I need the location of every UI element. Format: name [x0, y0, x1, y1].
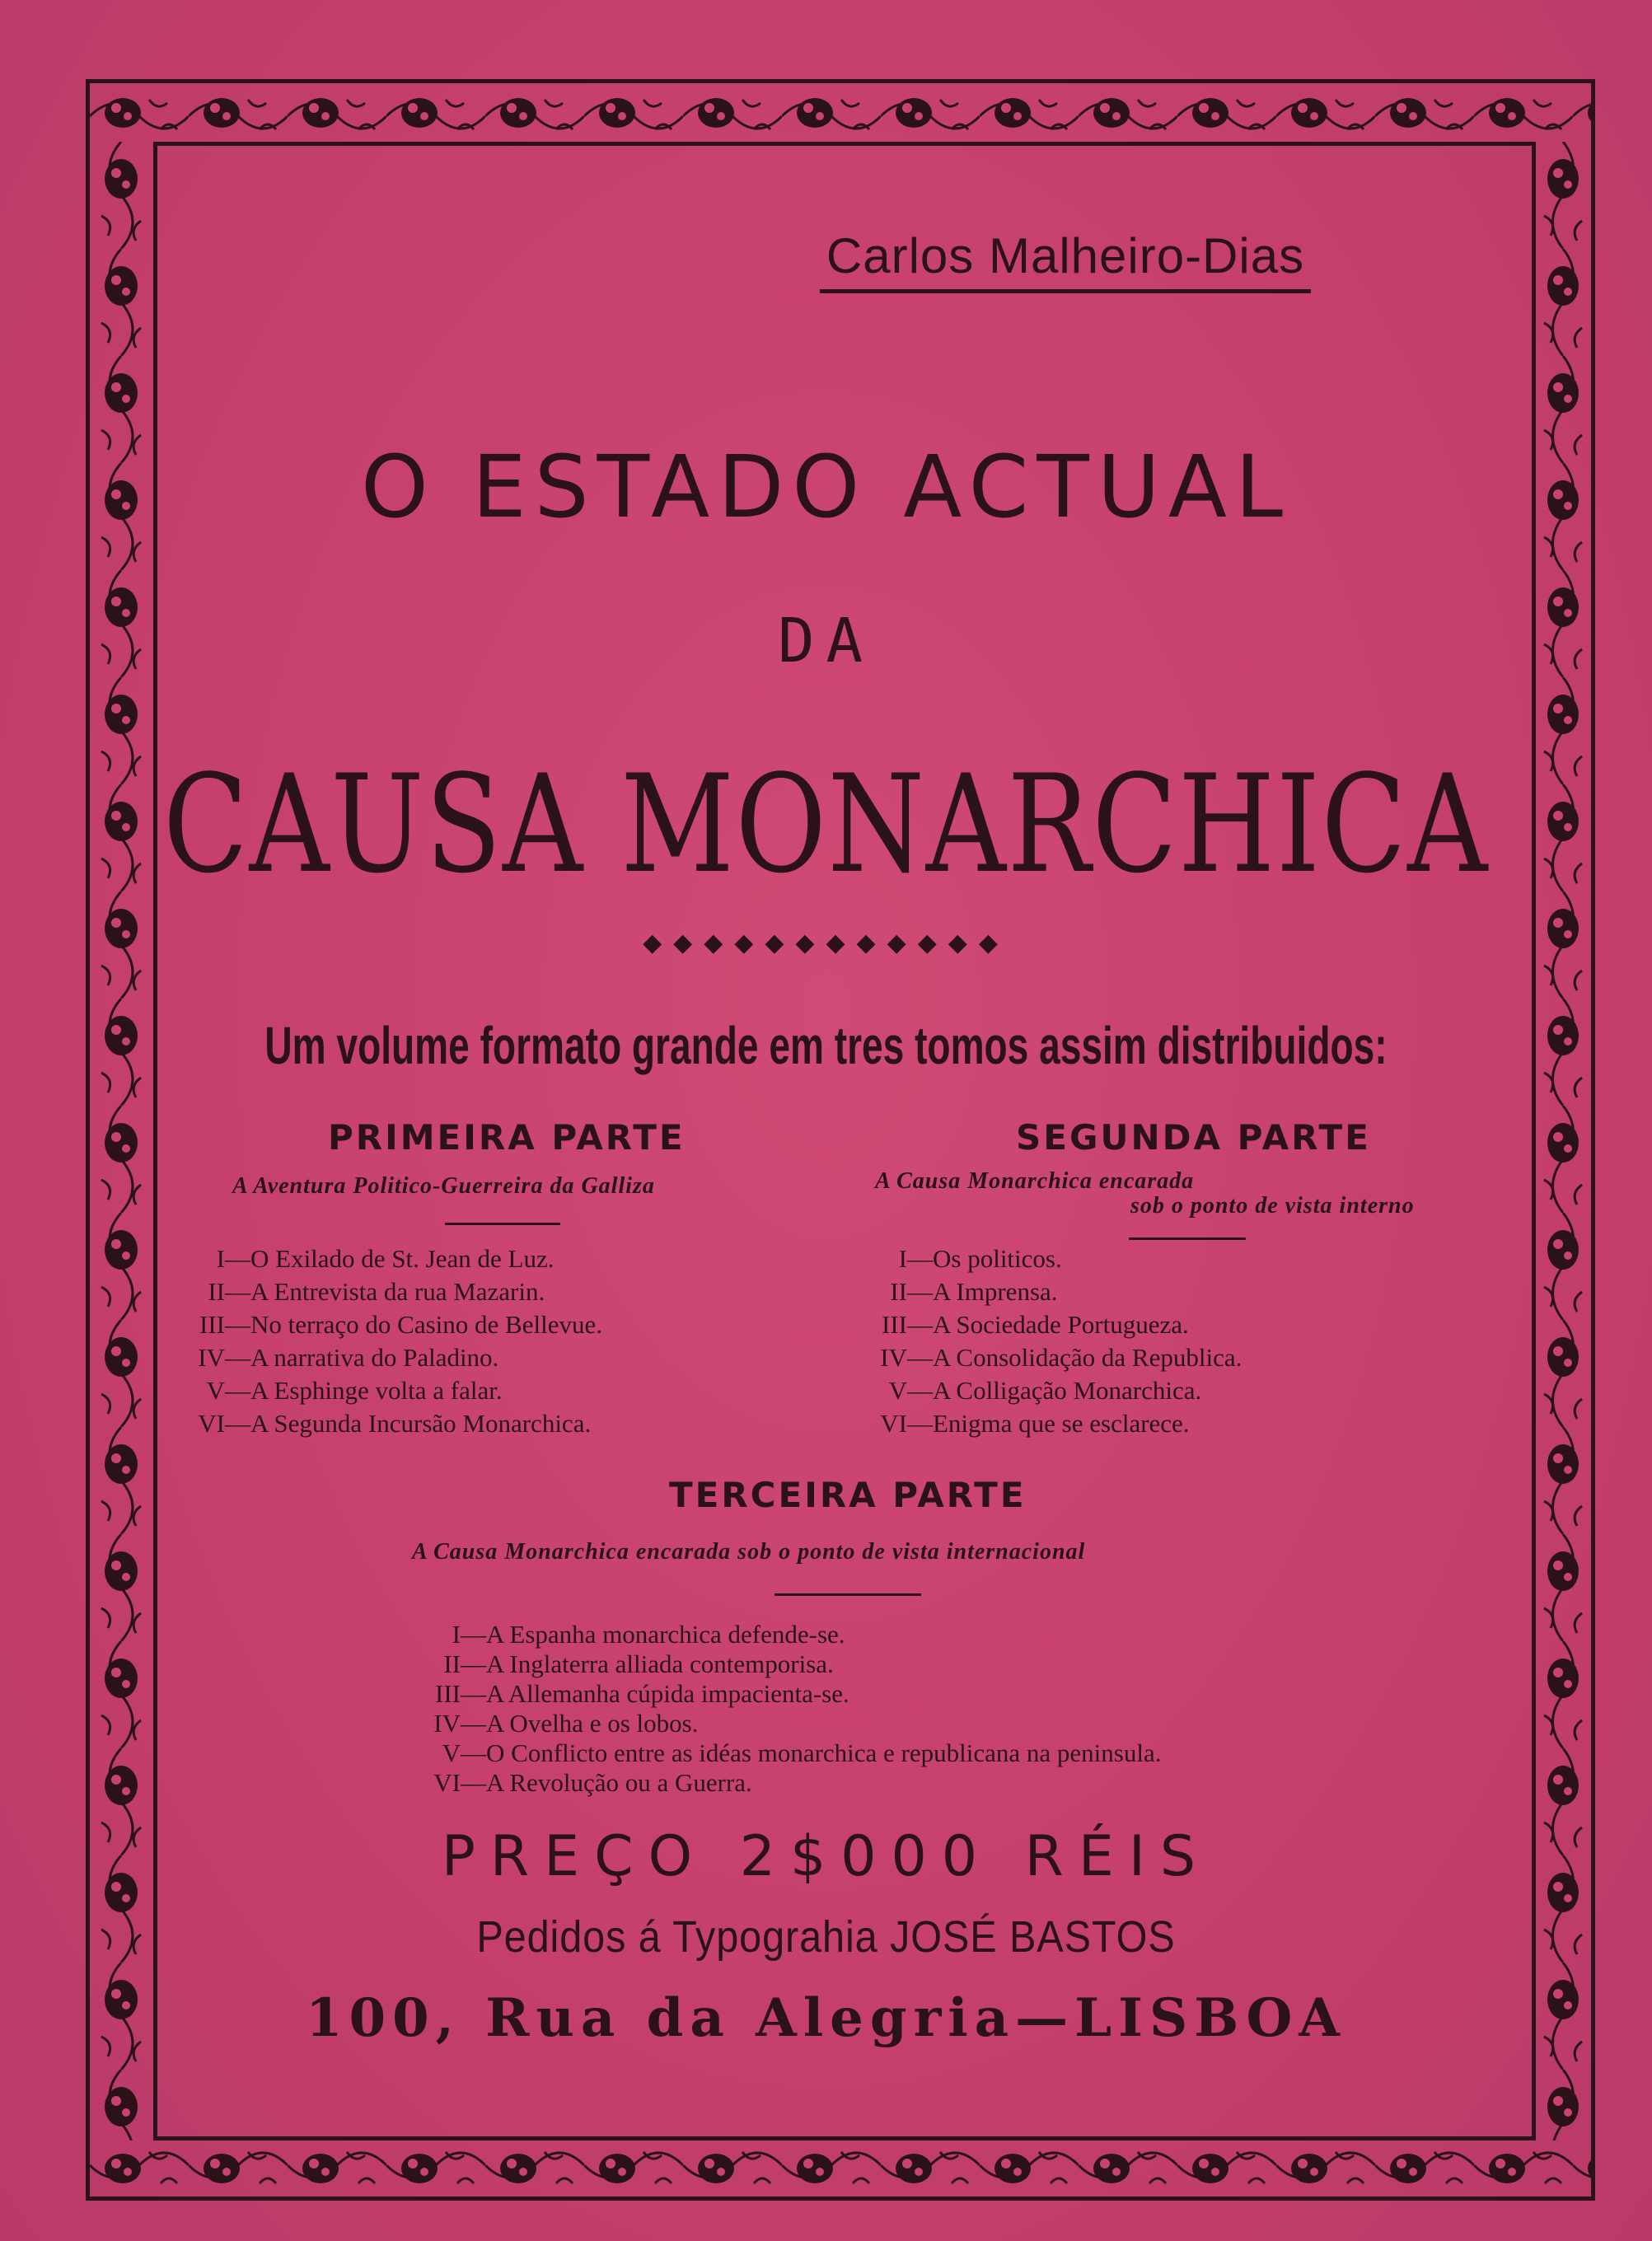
list-item — [863, 1308, 1242, 1341]
list-item — [188, 1242, 602, 1275]
item-text: A Sociedade Portugueza. — [933, 1310, 1189, 1339]
item-number: I— — [898, 1244, 933, 1273]
item-text: A Esphinge volta a falar. — [250, 1376, 503, 1405]
item-text: A Entrevista da rua Mazarin. — [250, 1277, 545, 1306]
item-text: No terraço do Casino de Bellevue. — [250, 1310, 602, 1339]
item-number: IV— — [198, 1343, 250, 1372]
item-number: III— — [435, 1679, 486, 1708]
list-item — [412, 1649, 1161, 1679]
list-item — [188, 1374, 602, 1407]
item-number: V— — [888, 1376, 933, 1405]
diamond-ornament-row: ◆◆◆◆◆◆◆◆◆◆◆◆ — [643, 929, 1009, 957]
list-item — [863, 1242, 1242, 1275]
item-number: II— — [890, 1277, 933, 1306]
author-block — [750, 227, 1381, 293]
list-item — [412, 1620, 1161, 1649]
author-name: Carlos Malheiro-Dias — [820, 227, 1311, 293]
list-item — [863, 1374, 1242, 1407]
list-item — [188, 1407, 602, 1440]
part3-heading: TERCEIRA PARTE — [669, 1475, 1027, 1515]
item-text: O Conflicto entre as idéas monarchica e republicana na peninsula. — [486, 1738, 1162, 1767]
list-item — [188, 1275, 602, 1308]
item-text: Enigma que se esclarece. — [933, 1409, 1190, 1438]
list-item — [412, 1768, 1161, 1798]
list-item — [188, 1341, 602, 1374]
volume-description: Um volume formato grande em tres tomos assim distribuidos: — [264, 1016, 1388, 1075]
part3-subtitle: A Causa Monarchica encarada sob o ponto de vista internacional — [412, 1539, 1086, 1565]
item-text: O Exilado de St. Jean de Luz. — [250, 1244, 555, 1273]
item-number: I— — [452, 1620, 486, 1649]
item-number: VI— — [880, 1409, 933, 1438]
title-line-3: CAUSA MONARCHICA — [163, 746, 1489, 903]
part1-subtitle: A Aventura Politico-Guerreira da Galliza — [232, 1173, 655, 1199]
item-text: A Allemanha cúpida impacienta-se. — [486, 1679, 849, 1708]
item-number: V— — [206, 1376, 250, 1405]
item-number: I— — [216, 1244, 250, 1273]
item-number: III— — [199, 1310, 250, 1339]
item-text: A Segunda Incursão Monarchica. — [250, 1409, 592, 1438]
item-text: A Colligação Monarchica. — [933, 1376, 1202, 1405]
item-number: II— — [443, 1649, 486, 1678]
item-number: III— — [882, 1310, 933, 1339]
list-item — [863, 1341, 1242, 1374]
item-text: A Inglaterra alliada contemporisa. — [486, 1649, 834, 1678]
part2-heading: SEGUNDA PARTE — [1016, 1117, 1371, 1158]
item-text: A Imprensa. — [933, 1277, 1058, 1306]
part1-list — [188, 1242, 602, 1440]
item-number: V— — [442, 1738, 486, 1767]
item-number: IV— — [880, 1343, 933, 1372]
item-text: A Espanha monarchica defende-se. — [486, 1620, 845, 1649]
list-item — [412, 1679, 1161, 1709]
part3-list — [412, 1620, 1161, 1798]
part3-rule — [775, 1593, 921, 1596]
part1-heading: PRIMEIRA PARTE — [328, 1117, 686, 1158]
item-number: VI— — [433, 1768, 486, 1797]
item-text: A Ovelha e os lobos. — [486, 1709, 699, 1738]
item-text: A Revolução ou a Guerra. — [486, 1768, 752, 1797]
orders-line: Pedidos á Typograhia JOSÉ BASTOS — [476, 1912, 1176, 1962]
item-number: II— — [208, 1277, 250, 1306]
part2-list — [863, 1242, 1242, 1440]
item-text: A Consolidação da Republica. — [933, 1343, 1243, 1372]
item-number: VI— — [198, 1409, 250, 1438]
list-item — [412, 1738, 1161, 1768]
price-line: PREÇO 2$000 RÉIS — [441, 1824, 1211, 1889]
title-line-1: O ESTADO ACTUAL — [361, 437, 1291, 537]
part2-rule — [1129, 1237, 1246, 1240]
list-item — [863, 1407, 1242, 1440]
item-text: A narrativa do Paladino. — [250, 1343, 499, 1372]
part2-subtitle-line1: A Causa Monarchica encarada — [875, 1168, 1195, 1194]
item-number: IV— — [433, 1709, 486, 1738]
part1-rule — [445, 1223, 560, 1225]
item-text: Os politicos. — [933, 1244, 1062, 1273]
title-line-2: DA — [777, 606, 875, 676]
address-line: 100, Rua da Alegria—LISBOA — [306, 1987, 1346, 2049]
list-item — [863, 1275, 1242, 1308]
list-item — [188, 1308, 602, 1341]
part2-subtitle-line2: sob o ponto de vista interno — [1130, 1193, 1415, 1219]
list-item — [412, 1709, 1161, 1738]
